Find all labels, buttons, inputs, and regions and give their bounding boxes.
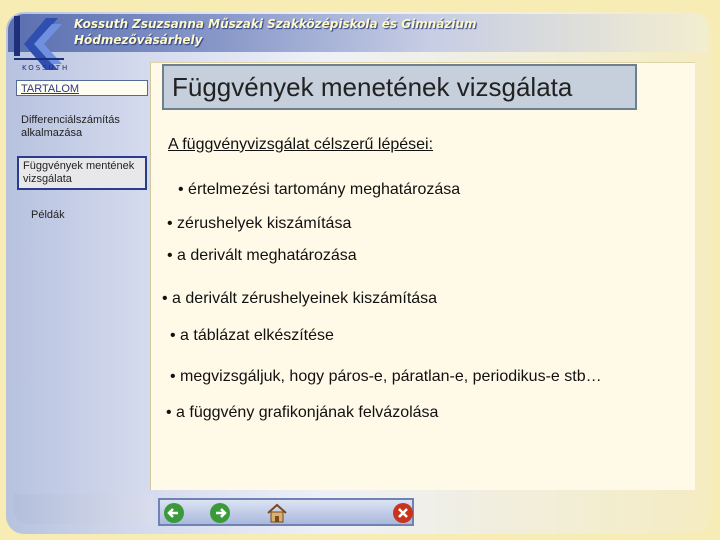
step-item: • a függvény grafikonjának felvázolása <box>166 404 439 421</box>
step-item: • a derivált zérushelyeinek kiszámítása <box>162 290 438 307</box>
sidebar-footer <box>14 494 154 524</box>
back-arrow-icon[interactable] <box>164 503 184 523</box>
step-item: • megvizsgáljuk, hogy páros-e, páratlan-e, periodikus-e stb… <box>170 368 602 385</box>
school-name <box>74 16 477 48</box>
close-icon[interactable] <box>393 503 413 523</box>
school-title: Kossuth Zsuzsanna Műszaki Szakközépiskola és Gimnázium <box>74 17 477 31</box>
content-panel <box>150 62 695 490</box>
step-item: • zérushelyek kiszámítása <box>167 215 352 232</box>
sidebar-item-examples[interactable]: Példák <box>31 209 65 221</box>
step-item: • a táblázat elkészítése <box>170 327 334 344</box>
logo-caption: KOSSUTH <box>22 64 70 72</box>
school-city: Hódmezővásárhely <box>74 33 203 47</box>
home-icon[interactable] <box>266 503 286 523</box>
steps-heading: A függvényvizsgálat célszerű lépései: <box>168 136 434 153</box>
forward-arrow-icon[interactable] <box>210 503 230 523</box>
navigation-toolbar <box>158 498 414 526</box>
sidebar-item-differentiation[interactable]: Differenciálszámítás alkalmazása <box>21 114 120 139</box>
step-item: • értelmezési tartomány meghatározása <box>178 181 461 198</box>
step-item: • a derivált meghatározása <box>167 247 357 264</box>
sidebar-item-function-analysis[interactable]: Függvények mentének vizsgálata <box>17 156 147 190</box>
sidebar-item-toc[interactable]: TARTALOM <box>16 80 148 96</box>
page-title: Függvények menetének vizsgálata <box>162 64 637 110</box>
